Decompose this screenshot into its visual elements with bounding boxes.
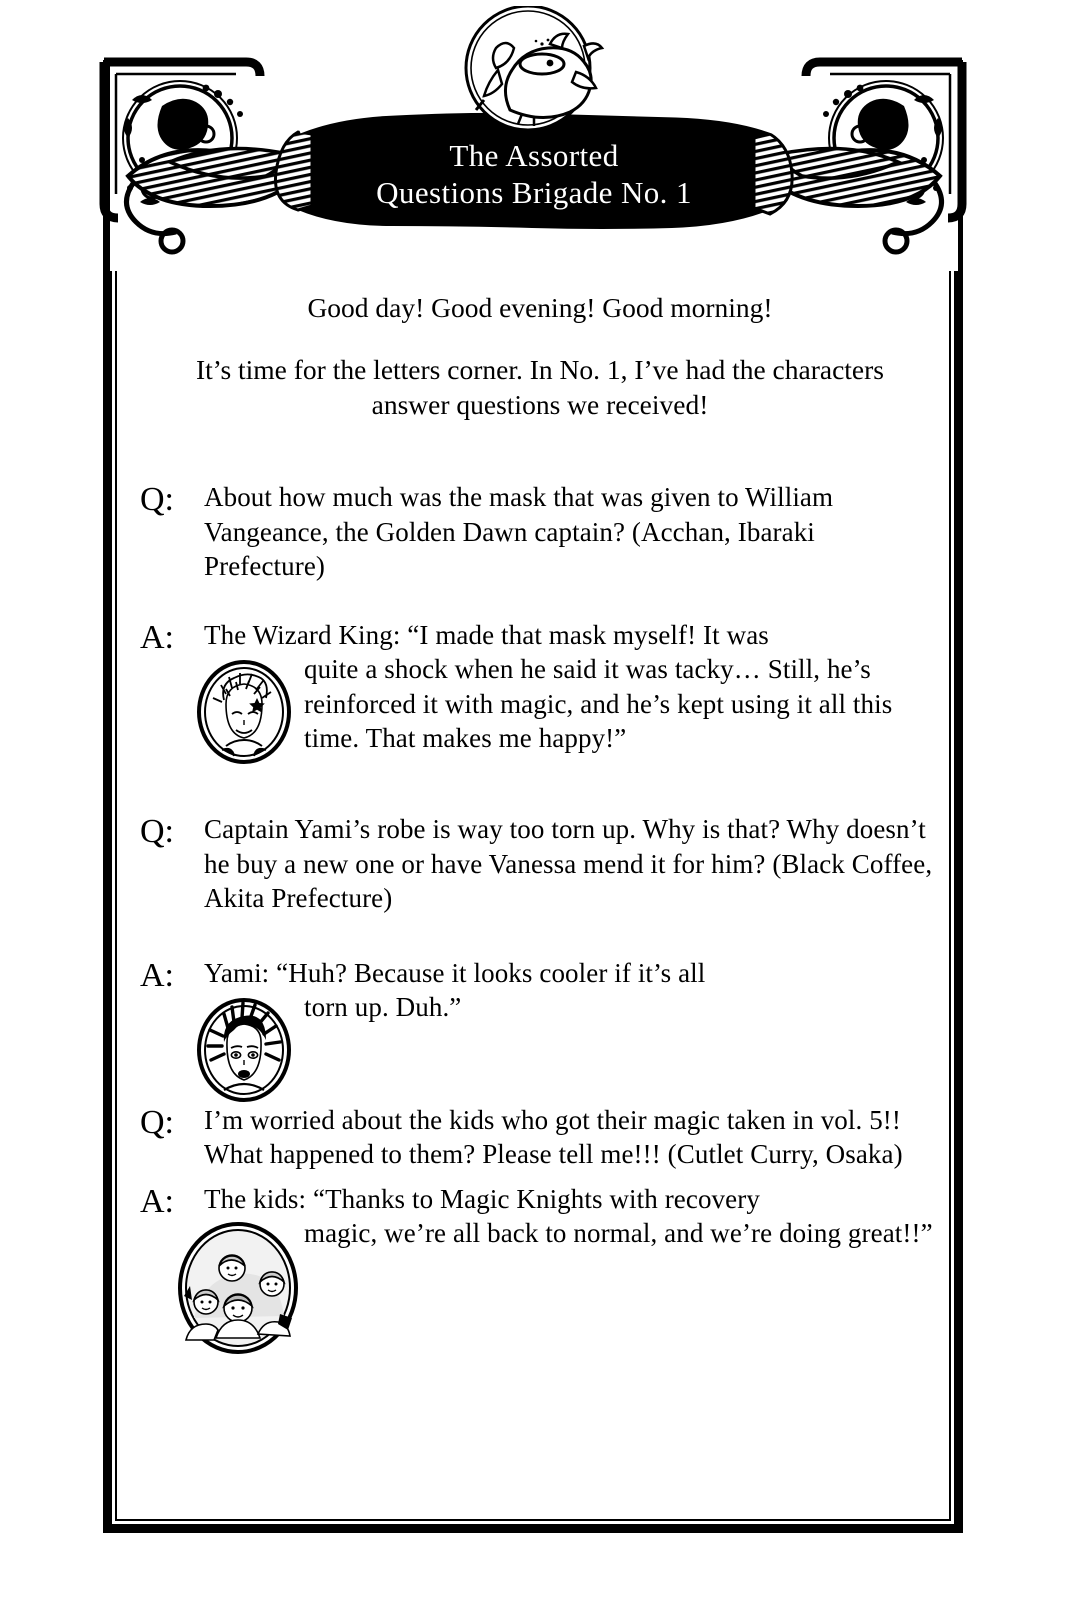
question-row — [140, 480, 940, 584]
question-marker: Q: — [140, 1103, 174, 1141]
answer-text — [204, 956, 940, 1025]
question-marker: Q: — [140, 481, 174, 519]
question-row — [140, 812, 940, 916]
qa-item — [140, 618, 940, 756]
qa-item — [140, 480, 940, 584]
answer-first-line: Yami: “Huh? Because it looks cooler if it’s all — [204, 957, 706, 988]
banner-title-line2: Questions Brigade No. 1 — [376, 174, 692, 210]
answer-text — [204, 618, 940, 756]
answer-marker: A: — [140, 618, 174, 656]
wizard-king-portrait-icon — [196, 660, 292, 764]
qa-item — [140, 1103, 940, 1172]
answer-first-line: The Wizard King: “I made that mask myself! It was — [204, 619, 769, 650]
qa-list — [140, 480, 940, 1251]
kids-group-portrait-icon — [176, 1222, 300, 1354]
answer-text — [204, 1182, 940, 1251]
question-marker: Q: — [140, 812, 174, 850]
answer-rest: quite a shock when he said it was tacky… Still, he’s reinforced it with magic, and he’s kept using it all this time. That makes me happy!” — [304, 654, 893, 754]
answer-marker: A: — [140, 1182, 174, 1220]
bird-with-quill-icon — [438, 6, 618, 138]
question-text: About how much was the mask that was given to William Vangeance, the Golden Dawn captain? (Acchan, Ibaraki Prefecture) — [204, 482, 834, 582]
answer-first-line: The kids: “Thanks to Magic Knights with recovery — [204, 1183, 760, 1214]
qa-item — [140, 1182, 940, 1251]
qa-item — [140, 812, 940, 916]
yami-portrait-icon — [196, 998, 292, 1102]
intro-greeting: Good day! Good evening! Good morning! — [307, 292, 773, 323]
question-text: I’m worried about the kids who got their magic taken in vol. 5!! What happened to them? Please tell me!!! (Cutlet Curry, Osaka) — [204, 1104, 903, 1170]
answer-rest: torn up. Duh.” — [304, 992, 462, 1023]
answer-rest: magic, we’re all back to normal, and we’re doing great!!” — [304, 1218, 933, 1249]
answer-marker: A: — [140, 956, 174, 994]
intro-body: It’s time for the letters corner. In No. 1, I’ve had the characters answer questions we received! — [196, 353, 884, 420]
qa-item — [140, 956, 940, 1025]
question-row — [140, 1103, 940, 1172]
question-text: Captain Yami’s robe is way too torn up. Why is that? Why doesn’t he buy a new one or have Vanessa mend it for him? (Black Coffee, Akita Prefecture) — [204, 813, 933, 914]
page-content — [140, 290, 940, 1285]
banner-title-line1: The Assorted — [449, 138, 619, 173]
